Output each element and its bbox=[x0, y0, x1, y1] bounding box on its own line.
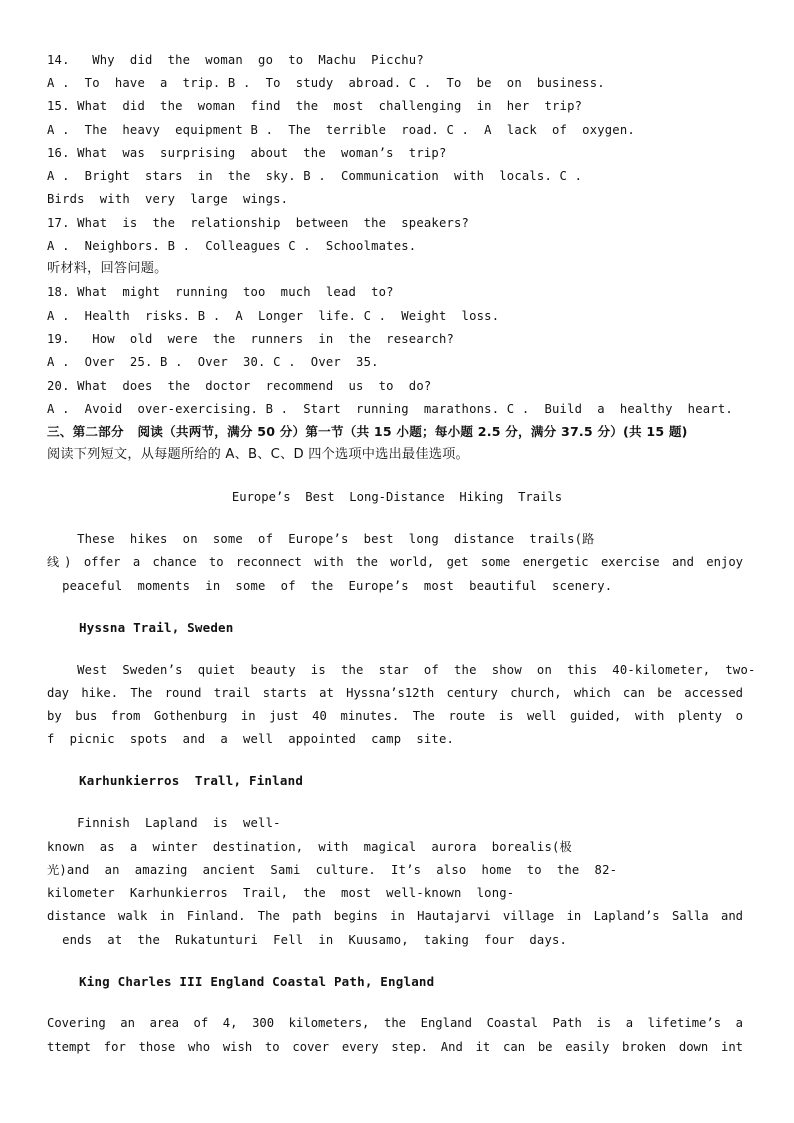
options-17: A . Neighbors. B . Colleagues C . Schoolmates. bbox=[47, 239, 417, 253]
karhunkierros-line-3: 光)and an amazing ancient Sami culture. It’s also home to the 82- bbox=[47, 863, 618, 877]
options-16: A . Bright stars in the sky. B . Communication with locals. C . bbox=[47, 169, 583, 183]
intro-line-2: 线) offer a chance to reconnect with the world, get some energetic exercise and enjoy bbox=[47, 555, 743, 569]
options-18: A . Health risks. B . A Longer life. C . Weight loss. bbox=[47, 309, 500, 323]
hyssna-line-1: West Sweden’s quiet beauty is the star of the show on this 40-kilometer, two- bbox=[47, 663, 756, 677]
listening-instruction: 听材料，回答问题。 bbox=[47, 261, 168, 276]
hyssna-line-4: f picnic spots and a well appointed camp site. bbox=[47, 732, 455, 746]
options-15: A . The heavy equipment B . The terrible road. C . A lack of oxygen. bbox=[47, 123, 635, 137]
question-15: 15. What did the woman find the most challenging in her trip? bbox=[47, 99, 583, 113]
question-14: 14. Why did the woman go to Machu Picchu? bbox=[47, 53, 424, 67]
section-heading: 三、第二部分 阅读（共两节，满分 50 分）第一节（共 15 小题；每小题 2.5 分，满分 37.5 分）(共 15 题) bbox=[47, 424, 688, 439]
england-line-1: Covering an area of 4, 300 kilometers, the England Coastal Path is a lifetime’s a bbox=[47, 1016, 743, 1030]
trail-heading-karhunkierros: Karhunkierros Trall, Finland bbox=[79, 773, 304, 788]
intro-line-3: peaceful moments in some of the Europe’s most beautiful scenery. bbox=[47, 579, 613, 593]
reading-instruction: 阅读下列短文，从每题所给的 A、B、C、D 四个选项中选出最佳选项。 bbox=[47, 447, 469, 462]
hyssna-line-3: by bus from Gothenburg in just 40 minutes. The route is well guided, with plenty o bbox=[47, 709, 743, 723]
karhunkierros-line-6: ends at the Rukatunturi Fell in Kuusamo, taking four days. bbox=[47, 933, 568, 947]
question-18: 18. What might running too much lead to? bbox=[47, 285, 394, 299]
question-19: 19. How old were the runners in the research? bbox=[47, 332, 455, 346]
options-19: A . Over 25. B . Over 30. C . Over 35. bbox=[47, 355, 379, 369]
karhunkierros-line-4: kilometer Karhunkierros Trail, the most well-known long- bbox=[47, 886, 515, 900]
england-line-2: ttempt for those who wish to cover every step. And it can be easily broken down int bbox=[47, 1040, 743, 1054]
trail-heading-england: King Charles III England Coastal Path, England bbox=[79, 974, 435, 989]
karhunkierros-line-5: distance walk in Finland. The path begins in Hautajarvi village in Lapland’s Salla and bbox=[47, 909, 743, 923]
karhunkierros-line-1: Finnish Lapland is well- bbox=[47, 816, 281, 830]
options-20: A . Avoid over-exercising. B . Start running marathons. C . Build a healthy heart. bbox=[47, 402, 733, 416]
question-16: 16. What was surprising about the woman’s trip? bbox=[47, 146, 447, 160]
trail-heading-hyssna: Hyssna Trail, Sweden bbox=[79, 620, 234, 635]
intro-line-1: These hikes on some of Europe’s best long distance trails(路 bbox=[47, 532, 595, 546]
karhunkierros-line-2: known as a winter destination, with magical aurora borealis(极 bbox=[47, 840, 572, 854]
question-17: 17. What is the relationship between the speakers? bbox=[47, 216, 470, 230]
article-title: Europe’s Best Long-Distance Hiking Trails bbox=[231, 490, 563, 504]
options-14: A . To have a trip. B . To study abroad. C . To be on business. bbox=[47, 76, 605, 90]
question-20: 20. What does the doctor recommend us to do? bbox=[47, 379, 432, 393]
options-16-continued: Birds with very large wings. bbox=[47, 192, 289, 206]
hyssna-line-2: day hike. The round trail starts at Hyssna’s12th century church, which can be accessed bbox=[47, 686, 743, 700]
